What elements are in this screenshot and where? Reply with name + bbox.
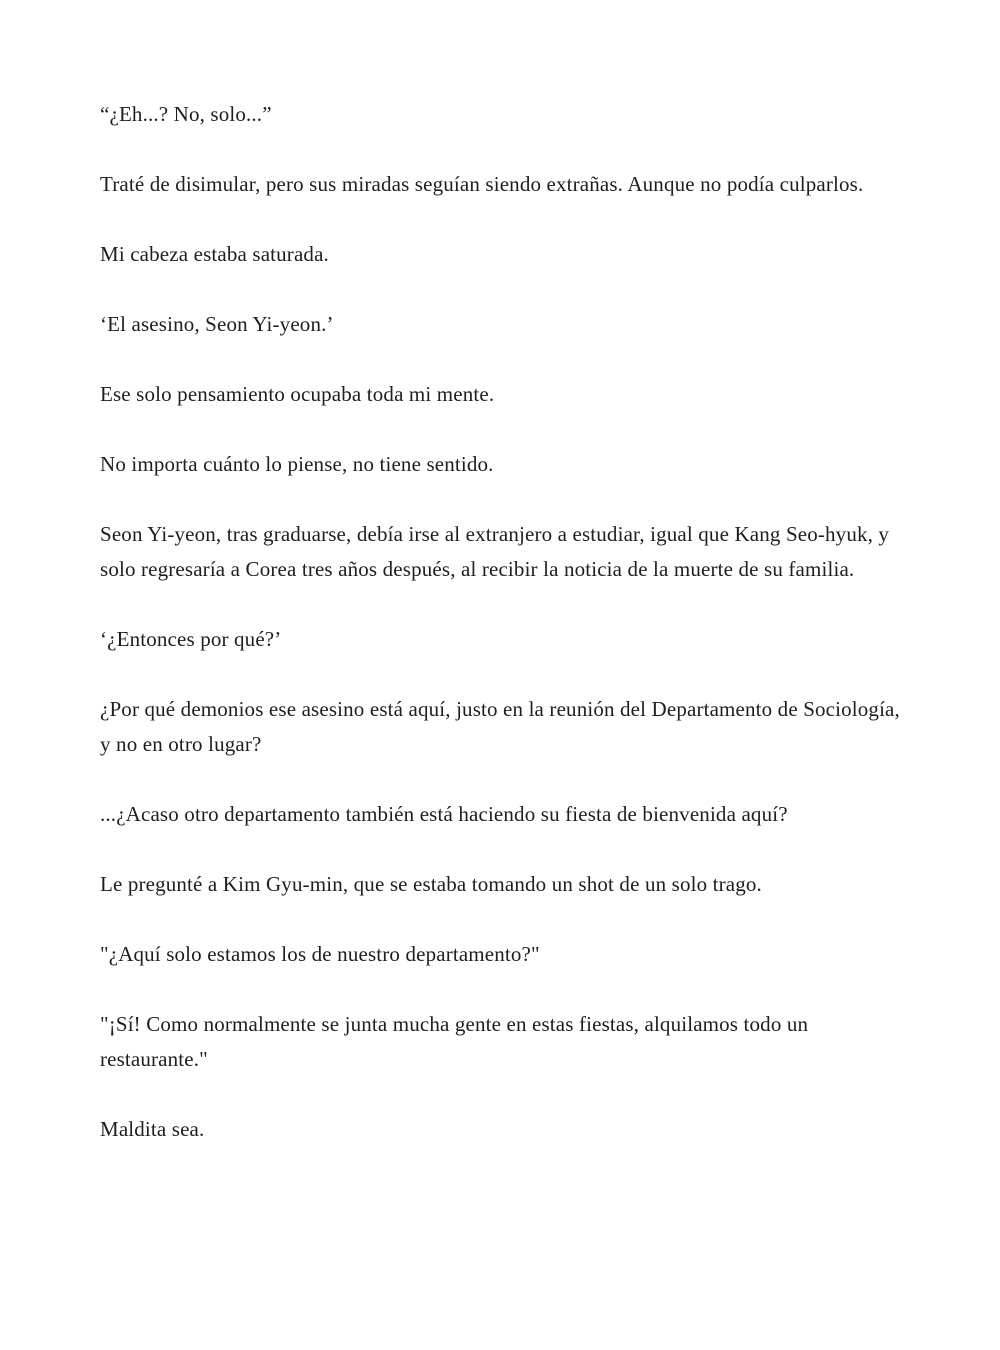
document-body bbox=[100, 97, 912, 1182]
paragraph-4: ‘El asesino, Seon Yi-yeon.’ bbox=[100, 312, 334, 336]
paragraph-2: Traté de disimular, pero sus miradas seguían siendo extrañas. Aunque no podía culparlos. bbox=[100, 172, 864, 196]
paragraph-5: Ese solo pensamiento ocupaba toda mi mente. bbox=[100, 382, 495, 406]
paragraph-3: Mi cabeza estaba saturada. bbox=[100, 242, 329, 266]
paragraph-10: ...¿Acaso otro departamento también está haciendo su fiesta de bienvenida aquí? bbox=[100, 802, 788, 826]
paragraph-9: ¿Por qué demonios ese asesino está aquí, justo en la reunión del Departamento de Sociología, y no en otro lugar? bbox=[100, 697, 900, 756]
paragraph-6: No importa cuánto lo piense, no tiene sentido. bbox=[100, 452, 494, 476]
paragraph-13: "¡Sí! Como normalmente se junta mucha gente en estas fiestas, alquilamos todo un restaurante." bbox=[100, 1012, 809, 1071]
paragraph-12: "¿Aquí solo estamos los de nuestro departamento?" bbox=[100, 942, 540, 966]
paragraph-11: Le pregunté a Kim Gyu-min, que se estaba tomando un shot de un solo trago. bbox=[100, 872, 762, 896]
paragraph-8: ‘¿Entonces por qué?’ bbox=[100, 627, 282, 651]
paragraph-14: Maldita sea. bbox=[100, 1117, 205, 1141]
paragraph-7: Seon Yi-yeon, tras graduarse, debía irse al extranjero a estudiar, igual que Kang Seo-hyuk, y solo regresaría a Corea tres años después, al recibir la noticia de la muerte de su familia. bbox=[100, 522, 890, 581]
paragraph-1: “¿Eh...? No, solo...” bbox=[100, 102, 272, 126]
